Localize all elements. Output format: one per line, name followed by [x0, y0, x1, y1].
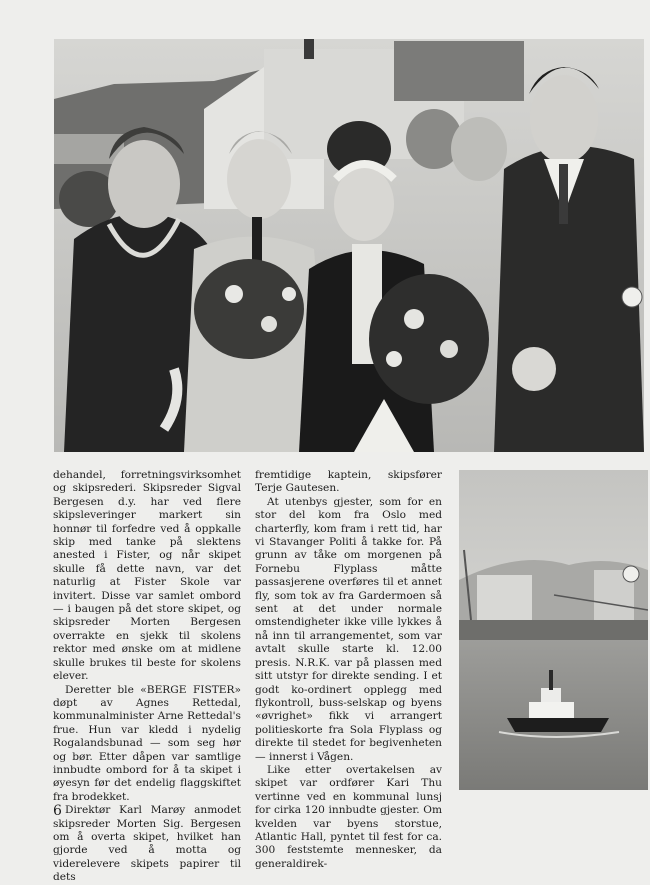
article-paragraph: At utenbys gjester, som for en stor del kom fra Oslo med charterfly, kom fram i rett tid, har vi Stavanger Politi å takke for. På grunn av tåke om morgenen på Fornebu Flyplass måtte passasjerene overføres til et annet fly, som tok av fra Gardermoen så sent at det under normale omstendigheter ikke ville lykkes å nå inn til arrangementet, som var avtalt skulle starte kl. 12.00 presis. N.R.K. var på plassen med sitt utstyr for direkte sending. I et godt ko-ordinert opplegg med flykontroll, buss-selskap og byens «øvrighet» fikk vi arrangert politieskorte fra Sola Flyplass og direkte til stedet for begivenheten — innerst i Vågen. [255, 495, 442, 763]
harbor-photo-image [459, 470, 648, 790]
harbor-photo [459, 470, 648, 790]
article-column-2 [255, 469, 442, 871]
article-column-1 [53, 469, 241, 885]
article-paragraph: Deretter ble «BERGE FISTER» døpt av Agnes Rettedal, kommunalminister Arne Rettedal's frue. Hun var kledd i nydelig Rogalandsbunad — som seg hør og bør. Etter dåpen var samtlige innbudte ombord for å ta skipet i øyesyn før det endelig flaggskiftet fra brodekket. [53, 683, 241, 803]
article-paragraph: Like etter overtakelsen av skipet var ordfører Kari Thu vertinne ved en kommunal lunsj for cirka 120 innbudte gjester. Om kvelden var byens storstue, Atlantic Hall, pyntet til fest for ca. 300 feststemte mennesker, da generaldirek- [255, 763, 442, 870]
article-paragraph: fremtidige kaptein, skipsfører Terje Gautesen. [255, 469, 442, 495]
group-photo-image [54, 39, 644, 452]
article-paragraph: dehandel, forretningsvirksomhet og skipsrederi. Skipsreder Sigval Bergesen d.y. har ved flere skipsleveringer markert sin honnør til forfedre ved å oppkalle skip med tanke på slektens anested i Fister, og når skipet skulle få dette navn, var det naturlig at Fister Skole var invitert. Disse var samlet ombord — i baugen på det store skipet, og skipsreder Morten Bergesen overrakte en sjekk til skolens rektor med ønske om at midlene skulle brukes til beste for skolens elever. [53, 469, 241, 683]
group-photo [54, 39, 644, 452]
article-paragraph: Direktør Karl Marøy anmodet skipsreder Morten Sig. Bergesen om å overta skipet, hvilket han gjorde ved å motta og viderelevere skipets papirer til dets [53, 804, 241, 884]
page-number: 6 [53, 803, 62, 819]
